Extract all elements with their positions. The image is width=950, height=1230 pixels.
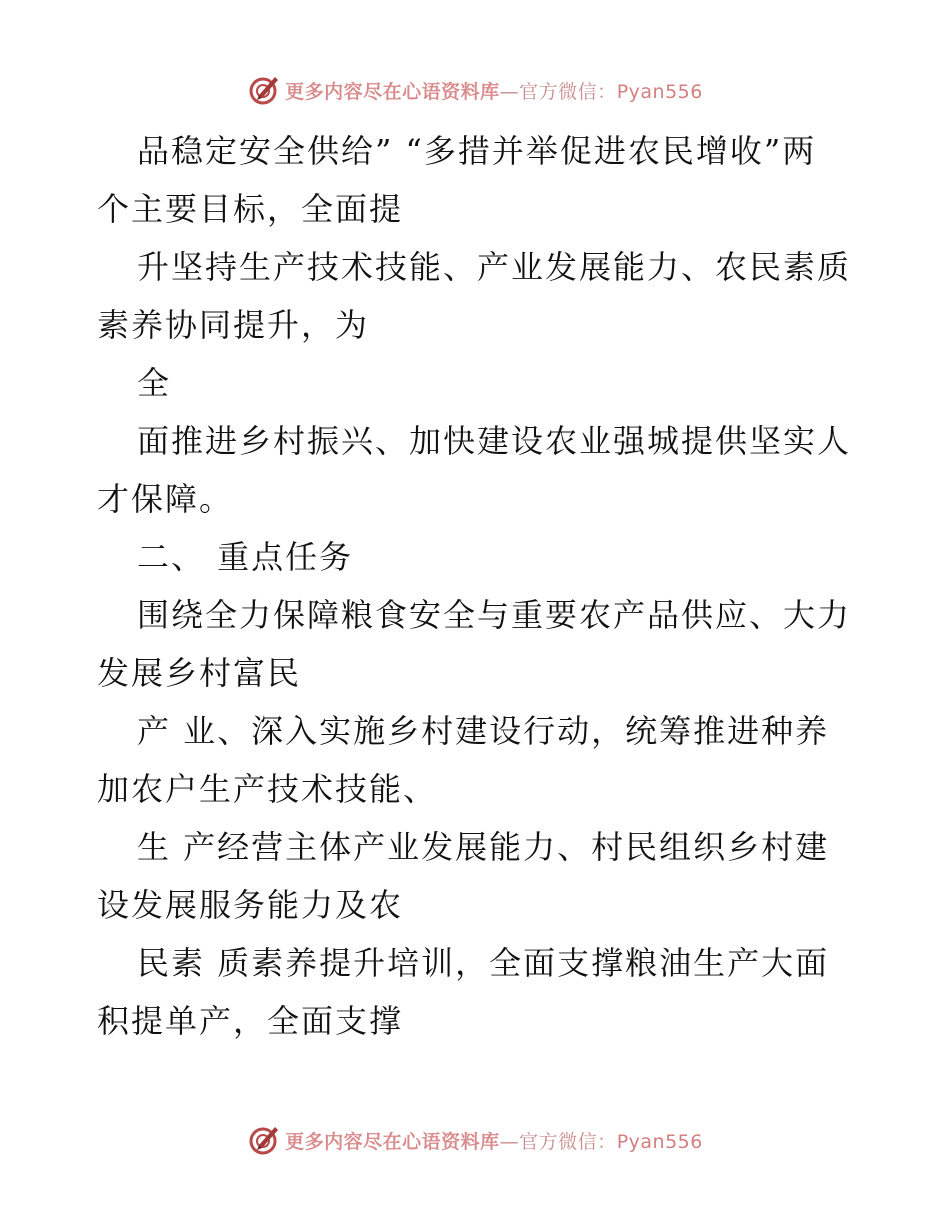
- footer-watermark: [0, 1120, 950, 1160]
- paragraph-line: 设发展服务能力及农: [97, 886, 404, 924]
- paragraph-line: 发展乡村富民: [97, 654, 302, 692]
- paragraph-line: 素养协同提升，为: [97, 306, 370, 344]
- paragraph-line: 生 产经营主体产业发展能力、村民组织乡村建: [137, 828, 830, 866]
- pen-logo-icon: [247, 1123, 281, 1157]
- paragraph-line: 升坚持生产技术技能、产业发展能力、农民素质: [137, 248, 852, 286]
- section-heading: 二、 重点任务: [137, 538, 354, 576]
- header-watermark: [0, 70, 950, 110]
- paragraph-line: 加农户生产技术技能、: [97, 770, 438, 808]
- paragraph-line: 积提单产，全面支撑: [97, 1002, 404, 1040]
- paragraph-line: 民素 质素养提升培训，全面支撑粮油生产大面: [137, 944, 830, 982]
- watermark-text: [285, 1127, 703, 1154]
- watermark-handle: Pyan556: [616, 80, 703, 103]
- paragraph-line: 才保障。: [97, 480, 234, 518]
- paragraph-line: 个主要目标，全面提: [97, 190, 404, 228]
- watermark-handle: Pyan556: [616, 1130, 703, 1153]
- pen-logo-icon: [247, 73, 281, 107]
- paragraph-line: 品稳定安全供给” “多措并举促进农民增收”两: [137, 132, 817, 170]
- watermark-suffix: 官方微信：: [519, 1130, 617, 1153]
- watermark-brand: 更多内容尽在心语资料库: [285, 1130, 500, 1153]
- watermark-brand: 更多内容尽在心语资料库: [285, 80, 500, 103]
- paragraph-line: 产 业、深入实施乡村建设行动，统筹推进种养: [137, 712, 830, 750]
- watermark-text: [285, 77, 703, 104]
- paragraph-line: 围绕全力保障粮食安全与重要农产品供应、大力: [137, 596, 852, 634]
- paragraph-line: 面推进乡村振兴、加快建设农业强城提供坚实人: [137, 422, 852, 460]
- watermark-suffix: 官方微信：: [519, 80, 617, 103]
- watermark-dash: —: [499, 80, 520, 103]
- watermark-dash: —: [499, 1130, 520, 1153]
- document-body: [97, 122, 857, 1050]
- paragraph-line: 全: [137, 364, 172, 402]
